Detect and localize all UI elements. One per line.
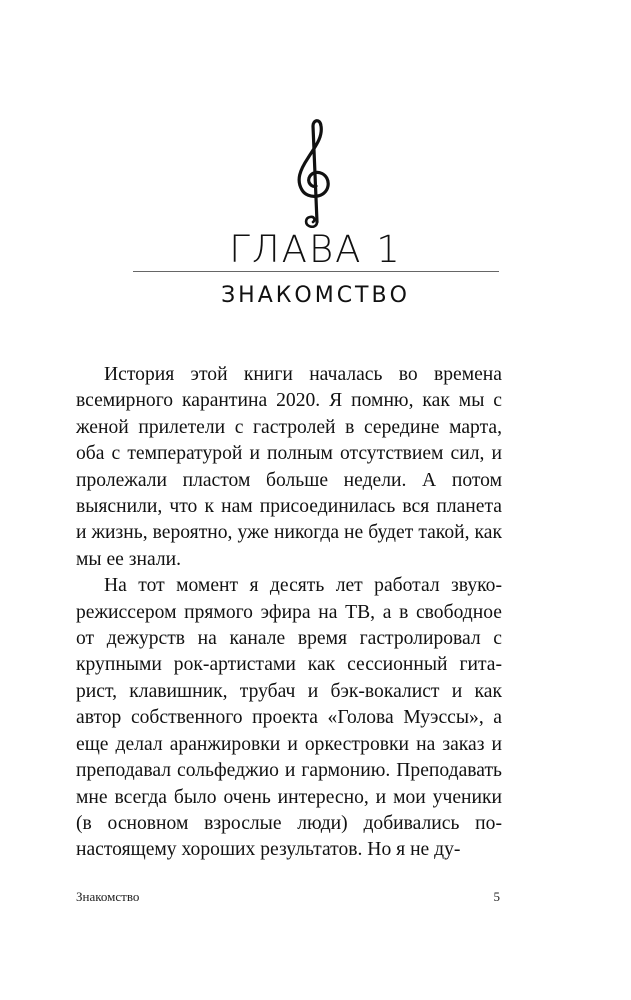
chapter-title: ГЛАВА 1 (229, 228, 402, 271)
page-number: 5 (493, 889, 500, 904)
chapter-body (76, 362, 502, 864)
body-paragraph: История этой книги началась во времена всемирного карантина 2020. Я помню, как мы с женой прилетели с гастролей в середине марта, оба с температурой и полным отсутствием сил, и пролежали пластом больше недели. А потом выяснили, что к нам присоединилась вся планета и жизнь, вероятно, уже никогда не будет такой, как мы ее знали. (76, 364, 502, 570)
chapter-subtitle: ЗНАКОМСТВО (221, 283, 410, 308)
running-title: Знакомство (76, 889, 140, 904)
chapter-divider (133, 271, 499, 272)
body-paragraph: На тот момент я десять лет работал звукорежиссером прямого эфира на ТВ, а в свободное от дежурств на канале время гастролировал с крупными рок-артистами как сессионный гитарист, клавишник, трубач и бэк-вокалист и как автор собственного проекта «Голова Муэссы», а еще делал аранжировки и оркестровки на заказ и преподавал сольфеджио и гармонию. Преподавать мне всегда было очень интересно, и мои ученики (в основном взрослые люди) добивались по-настоящему хороших результатов. Но я не ду- (76, 575, 502, 861)
treble-clef-icon (0, 118, 631, 228)
